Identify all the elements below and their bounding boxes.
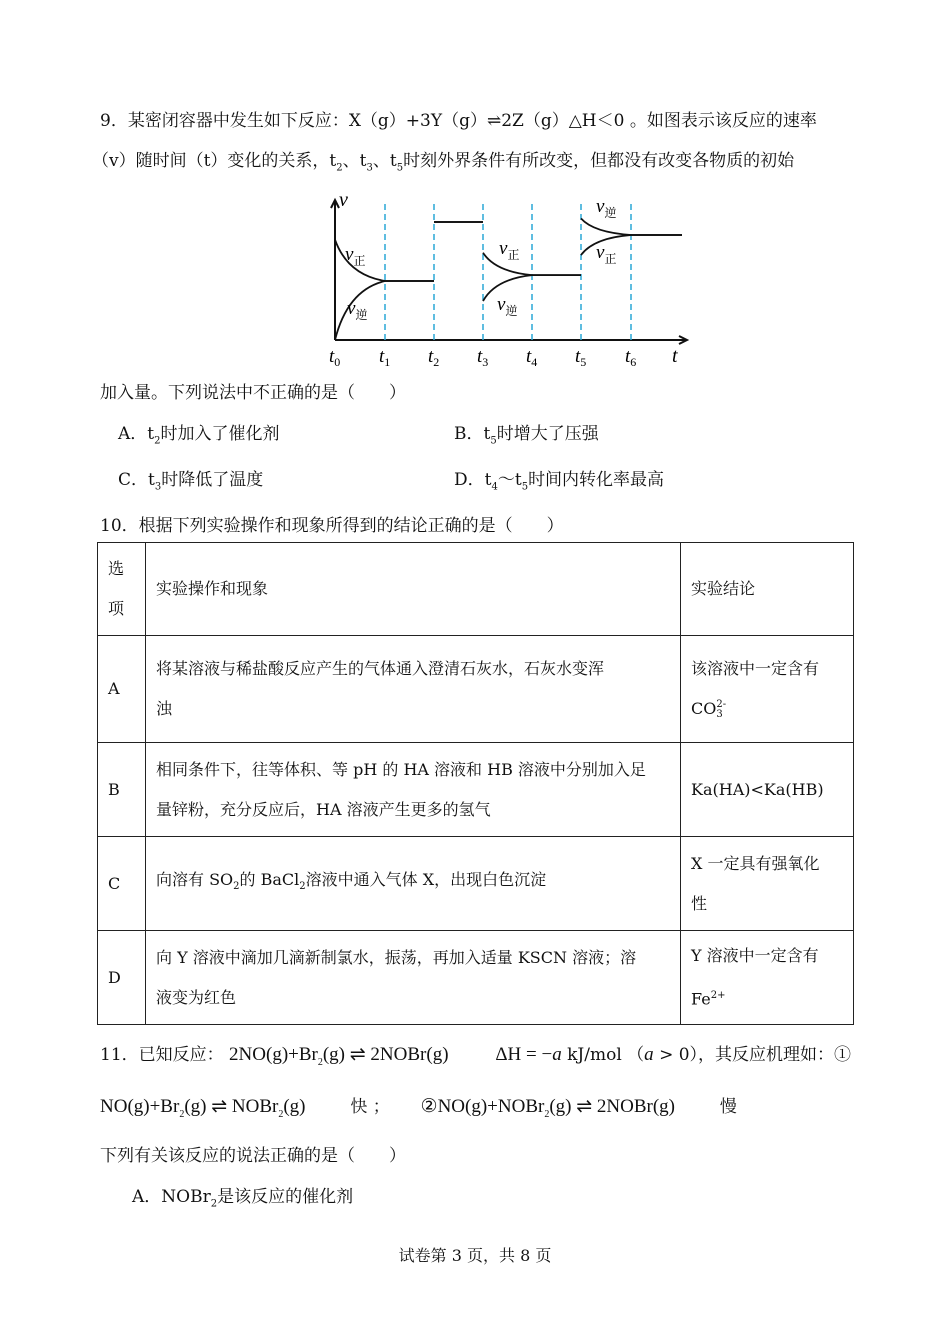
sub: 2	[544, 1108, 550, 1120]
tick-label-t1: $t_1$	[379, 346, 391, 369]
tick-label-t6: $t_6$	[625, 346, 637, 369]
concl-line: X 一定具有强氧化	[691, 853, 820, 873]
rate-time-chart	[315, 188, 695, 373]
label-v-ni-3: $v_逆$	[596, 196, 617, 220]
sub: 2	[233, 881, 240, 893]
option-label: D．t	[454, 470, 492, 490]
table-header-row	[98, 543, 854, 636]
q9-option-d[interactable]	[454, 465, 664, 492]
label-v-zheng-2: $v_正$	[499, 238, 520, 262]
concl-line: Y 溶液中一定含有	[691, 945, 819, 965]
q9-option-b[interactable]	[454, 419, 599, 446]
row-conclusion	[681, 837, 854, 931]
row-conclusion	[681, 636, 854, 743]
sub: 2	[179, 1108, 185, 1120]
series-1-segment-5	[581, 218, 631, 235]
sub: 4	[491, 481, 498, 493]
table-row	[98, 743, 854, 837]
header-opt-line2: 项	[108, 599, 125, 618]
sub: 5	[396, 162, 404, 174]
eq-text: > 0），其反应机理如：①	[653, 1045, 852, 1065]
q9-line2	[92, 146, 794, 173]
q9-sep: 、t	[372, 151, 397, 171]
label-v-zheng-1: $v_正$	[345, 244, 366, 268]
op-text: 溶液中通入气体 X，出现白色沉淀	[305, 869, 547, 889]
sub: 3	[154, 481, 162, 493]
option-text: 时增大了压强	[496, 424, 599, 444]
option-label: C．t	[118, 470, 155, 490]
q9-line3: 加入量。下列说法中不正确的是（ ）	[100, 383, 406, 403]
x-axis-label: t	[672, 345, 678, 367]
eq-text: ΔH = −	[495, 1044, 553, 1065]
q9-number: 9．	[100, 111, 128, 131]
eq-text: (g) ⇌ 2NOBr(g)	[322, 1044, 449, 1065]
row-operation	[146, 837, 681, 931]
label-v-ni-1: $v_逆$	[347, 298, 368, 322]
op-text: 向溶有 SO	[156, 869, 234, 889]
row-conclusion: Ka(HA)<Ka(HB)	[681, 743, 854, 837]
op-line: 液变为红色	[156, 987, 237, 1007]
q11-equation	[229, 1044, 449, 1068]
tick-label-t5: $t_5$	[575, 346, 587, 369]
sup: 2+	[710, 989, 726, 1001]
q11-enthalpy	[495, 1044, 561, 1065]
eq-var: a	[552, 1044, 562, 1065]
q11-stem: 下列有关该反应的说法正确的是（ ）	[100, 1146, 406, 1166]
sub: 2	[336, 162, 343, 174]
row-operation	[146, 931, 681, 1025]
q9-option-c[interactable]	[118, 465, 263, 492]
q11-mechanism-2	[420, 1096, 675, 1120]
row-label: D	[98, 931, 146, 1025]
series-1-segment-3	[483, 275, 532, 301]
q9-option-a[interactable]	[118, 419, 279, 446]
op-line: 向 Y 溶液中滴加几滴新制氯水，振荡，再加入适量 KSCN 溶液；溶	[156, 947, 637, 967]
label-v-ni-2: $v_逆$	[497, 294, 518, 318]
sup: 2-	[716, 698, 727, 710]
eq-text: NO(g)+Br	[100, 1096, 180, 1117]
eq-text: (g) ⇌ 2NOBr(g)	[549, 1096, 675, 1117]
label-v-zheng-3: $v_正$	[596, 242, 617, 266]
option-label: A．NOBr	[132, 1187, 211, 1207]
op-line: 将某溶液与稀盐酸反应产生的气体通入澄清石灰水，石灰水变浑	[156, 659, 605, 678]
q11-mechanism-1	[100, 1096, 306, 1120]
sub: 3	[366, 162, 373, 174]
tick-label-t2: $t_2$	[428, 346, 440, 369]
row-operation	[146, 743, 681, 837]
q10-stem: 10．根据下列实验操作和现象所得到的结论正确的是（ ）	[100, 516, 564, 536]
page-footer: 试卷第 3 页，共 8 页	[398, 1246, 552, 1265]
tick-label-t4: $t_4$	[526, 346, 538, 369]
q11-option-a[interactable]	[132, 1182, 353, 1209]
sub: 2	[154, 435, 161, 447]
q9-stem-line2-b: 时刻外界条件有所改变，但都没有改变各物质的初始	[403, 151, 795, 171]
sub: 2	[278, 1108, 284, 1120]
sub: 5	[490, 435, 497, 447]
tick-label-t3: $t_3$	[477, 346, 489, 369]
sub: 2	[210, 1198, 218, 1210]
row-conclusion	[681, 931, 854, 1025]
q11-line1	[100, 1040, 851, 1068]
sub: 2	[317, 1056, 323, 1068]
q11-prefix: 11．已知反应：	[100, 1045, 224, 1065]
concl-line: 性	[691, 893, 708, 913]
header-option	[98, 543, 146, 636]
eq-text: 2NO(g)+Br	[229, 1044, 318, 1065]
eq-text: (g)	[283, 1096, 306, 1117]
y-axis-label: v	[339, 189, 348, 211]
q11-slow: 慢	[719, 1097, 737, 1117]
option-text: 时加入了催化剂	[160, 424, 280, 444]
op-line: 浊	[156, 699, 173, 718]
eq-text: (g) ⇌ NOBr	[184, 1096, 279, 1117]
option-text: 是该反应的催化剂	[217, 1187, 354, 1207]
eq-text: ②NO(g)+NOBr	[420, 1096, 545, 1117]
concl-formula: CO	[691, 699, 717, 718]
sub: 3	[716, 708, 723, 720]
experiment-table	[97, 542, 854, 1025]
eq-text: kJ/mol （	[561, 1045, 645, 1065]
header-opt-line1: 选	[108, 559, 125, 578]
q9-stem-line2-a: （v）随时间（t）变化的关系，t	[92, 151, 337, 171]
row-label: C	[98, 837, 146, 931]
header-operation: 实验操作和现象	[146, 543, 681, 636]
option-text: 时间内转化率最高	[528, 470, 665, 490]
option-label: B．t	[454, 424, 491, 444]
eq-var: a	[644, 1044, 654, 1065]
sub: 5	[521, 481, 529, 493]
table-row	[98, 636, 854, 743]
op-line: 相同条件下，往等体积、等 pH 的 HA 溶液和 HB 溶液中分别加入足	[156, 759, 646, 779]
sub: 2	[299, 881, 306, 893]
op-line: 量锌粉，充分反应后，HA 溶液产生更多的氢气	[156, 799, 491, 819]
q11-fast: 快 ；	[350, 1097, 390, 1117]
q9-line1	[100, 106, 817, 131]
op-text: 的 BaCl	[239, 869, 300, 889]
q9-stem-line1: 某密闭容器中发生如下反应：X（g）+3Y（g）⇌2Z（g）△H＜0 。如图表示该反应的速率	[127, 111, 817, 131]
row-label: B	[98, 743, 146, 837]
option-text: ～t	[497, 470, 522, 490]
concl-line: 该溶液中一定含有	[691, 659, 820, 678]
table-row	[98, 837, 854, 931]
header-conclusion: 实验结论	[681, 543, 854, 636]
q9-sep: 、t	[342, 151, 367, 171]
concl-formula: Fe	[691, 989, 711, 1009]
option-text: 时降低了温度	[161, 470, 264, 490]
table-row	[98, 931, 854, 1025]
q11-line2	[100, 1092, 737, 1120]
tick-label-t0: $t_0$	[329, 346, 341, 369]
row-label: A	[98, 636, 146, 743]
row-operation	[146, 636, 681, 743]
option-label: A．t	[118, 424, 155, 444]
